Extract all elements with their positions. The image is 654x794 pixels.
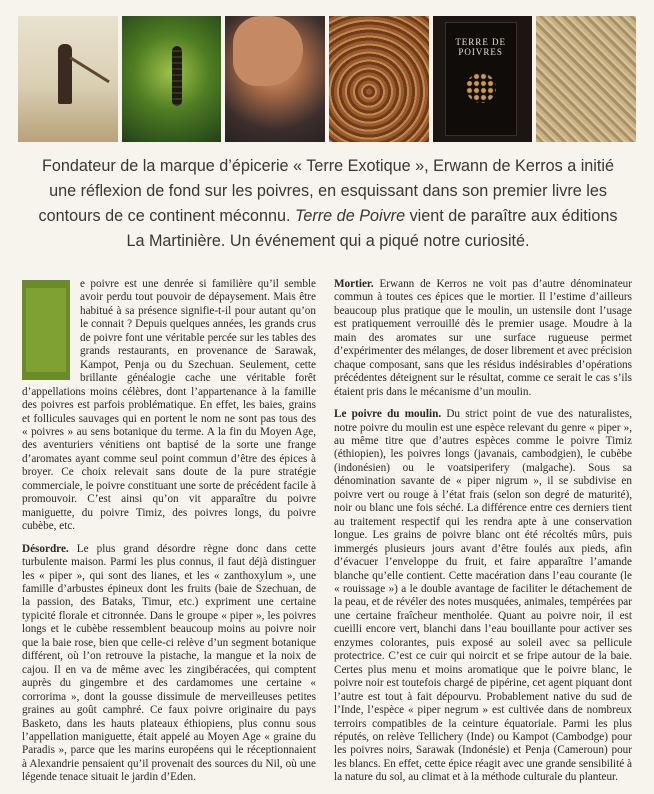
moulin-heading: Le poivre du moulin. — [334, 408, 442, 421]
mortier-text: Erwann de Kerros ne voit pas d’autre dénominateur commun à toutes ces épices que le mortier. Il l’estime d’ailleurs beaucoup plus pratique que le moulin, un ustensile dont l’usage est pratiquement verrouillé dès le premier usage. Moudre à la main des aromates sur une surface rugueuse permet d’expérimenter des mélanges, de doser librement et avec précision chaque composant, sans que les résidus indésirables d’opérations précédentes déteignent sur le résultat, comme ce serait le cas s’ils étaient pris dans le mécanisme d’un moulin. — [334, 278, 632, 398]
photo-pepper-mortar — [329, 16, 429, 142]
hand — [233, 16, 303, 86]
dropcap-l — [22, 280, 70, 380]
moulin-text: Du strict point de vue des naturalistes, notre poivre du moulin est une espèce relevant du genre « piper », au même titre que d’autres espèces comme le poivre Timiz (éthiopien), les poivres longs (javanais, cambodgien), le cubèbe (indonésien) ou le voatsiperifery (malgache). Sous sa dénomination savante de « piper nigrum », il se subdivise en poivre vert ou rouge à l’état frais (selon son degré de maturité), noir ou blanc une fois séché. La différence entre ces derniers tient au traitement respectif qui les rendra apte à une conservation longue. Les grains de poivre blanc ont été récoltés mûrs, puis immergés plusieurs jours avant d’être foulés aux pieds, afin d’évacuer l’enveloppe du fruit, et faire apparaître l’amande blanche qu’elle contient. Cette macération dans l’eau courante (le « rouissage ») a le double avantage de faciliter le détachement de la peau, et de révéler des notes musquées, animales, tempérées par une certaine fraîcheur mentholée. Quant au poivre noir, il est cueilli encore vert, blanchi dans l’eau bouillante pour activer ses enzymes colorantes, puis exposé au soleil avec sa pellicule protectrice. C’est ce cuir qui noircit et se fripe autour de la baie. Certes plus menu et moins aromatique que le poivre blanc, le poivre noir est toutefois chargé de pipérine, cet agent piquant dont l’autre est tout à fait dépourvu. Probablement native du sud de l’Inde, l’espèce « piper negrum » est cultivée dans de nombreux terroirs compatibles de la ceinture équatoriale. Parmi les plus réputés, on relève Tellichery (Inde) ou Kampot (Cambodge) pour les poivres noirs, Sarawak (Indonésie) et Penja (Cameroun) pour les blancs. En effet, cette épice réagit avec une grande sensibilité à la nature du sol, au climat et à la méthode culturale du planteur. — [334, 408, 632, 784]
book-cover — [445, 22, 517, 136]
mortier-heading: Mortier. — [334, 278, 374, 290]
photo-pepper-vine — [122, 16, 222, 142]
intro-text: e poivre est une denrée si familière qu’il semble avoir perdu tout pouvoir de dépaysement. Mais être habitué à sa présence signifie-t-il pour autant qu’on le connait ? Depuis quelques années, les grands crus de poivre font une véritable percée sur les tables des grands restaurants, en provenance de Sarawak, Kampot, Penja ou du Szechuan. Seulement, cette brillante généalogie cache une véritable forêt d’appellations moins célèbres, dont l’appartenance à la famille des poivres est parfois problématique. En effet, les baies, grains et follicules sauvages qui en portent le nom ne sont pas tous des « poivres » au sens botanique du terme. A la fin du Moyen Age, des aventuriers vénitiens ont baptisé de la sorte une frange d’aromates ayant comme seul point commun d’être des épices à broyer. Ce choix relevait sans doute de la pure stratégie commerciale, le poivre constituant une sorte de précédent facile à promouvoir. C’est ainsi qu’on vit apparaître du poivre maniguette, du poivre Timiz, des poivres longs, du poivre cubèbe, etc. — [22, 278, 316, 533]
lede-text-2: vient de paraître aux éditions La Martinière. Un événement qui a piqué notre curiosité. — [126, 207, 618, 250]
article-column-right — [334, 278, 632, 794]
lede-book-title: Terre de Poivre — [295, 207, 406, 225]
desordre-text: Le plus grand désordre règne donc dans cette turbulente maison. Parmi les plus connus, il faut déjà distinguer les « piper », qui sont des lianes, et les « zanthoxylum », une famille d’arbustes épineux dont les fruits (baie de Szechuan, de la passion, des Bataks, Timur, etc.) expriment une certaine typicité florale et citronnée. Dans le groupe « piper », les poivres longs et le cubèbe ressemblent beaucoup moins au poivre noir que la baie rose, bien que celle-ci relève d’un segment botanique différent, où l’on retrouve la pistache, la mangue et la noix de cajou. Il en va de même avec les zingibéracées, qui comptent auprès du gingembre et des cardamomes une certaine « corrorima », dont la gousse dissimule de merveilleuses petites graines au goût camphré. Ce faux poivre originaire du pays Basketo, dans les hauts plateaux éthiopiens, plus connu sous l’appellation maniguette, était appelé au Moyen Age « graine du Paradis », parce que les marins européens qui le réceptionnaient à Alexandrie pensaient qu’il provenait des sources du Nil, où une légende tenace situait le jardin d’Eden. — [22, 542, 316, 784]
book-cover-pepper-pattern — [466, 73, 496, 103]
article-lede — [30, 154, 626, 254]
article-column-left — [22, 278, 316, 794]
photo-hand-pepper-grains — [225, 16, 325, 142]
intro-paragraph — [22, 278, 316, 534]
pepper-spike — [172, 46, 182, 106]
photo-burlap-sack — [536, 16, 636, 142]
book-cover-title: TERRE DE POIVRES — [455, 37, 507, 57]
rake — [69, 56, 110, 83]
lede-text-1: Fondateur de la marque d’épicerie « Terre Exotique », Erwann de Kerros a initié une réflexion de fond sur les poivres, en esquissant dans son premier livre les contours de ce continent méconnu. — [38, 157, 614, 225]
photo-strip — [18, 16, 636, 142]
moulin-paragraph — [334, 408, 632, 785]
photo-book-cover — [433, 16, 533, 142]
desordre-paragraph — [22, 543, 316, 785]
photo-worker-drying-pepper — [18, 16, 118, 142]
desordre-heading: Désordre. — [22, 542, 69, 555]
mortier-paragraph — [334, 278, 632, 399]
worker-figure — [58, 44, 72, 104]
